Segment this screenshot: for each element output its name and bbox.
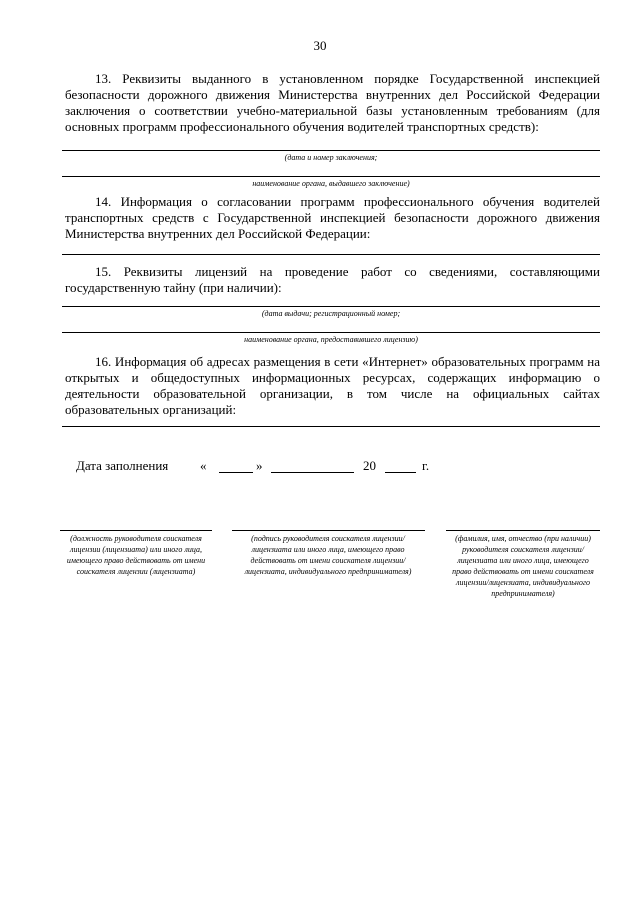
year-suffix: г. xyxy=(422,458,430,473)
day-blank[interactable] xyxy=(219,472,253,473)
position-caption: (должность руководителя соискателя лицензии (лицензиата) или иного лица, имеющего право действовать от имени соискателя лицензии (лицензиата) xyxy=(66,534,206,576)
full-name-caption: (фамилия, имя, отчество (при наличии) руководителя соискателя лицензии/лицензиата или иного лица, имеющего право действовать от имени соискателя лицензии/лицензиата, индивидуального предпринимателя) xyxy=(452,534,594,598)
issuing-authority-caption: наименование органа, выдавшего заключение) xyxy=(252,179,410,188)
signature-caption: (подпись руководителя соискателя лицензии/лицензиата или иного лица, имеющего право действовать от имени соискателя лицензии/лицензиата, индивидуального предпринимателя) xyxy=(244,534,412,576)
section-13-text: 13. Реквизиты выданного в установленном порядке Государственной инспекцией безопасности дорожного движения Министерства внутренних дел Российской Федерации заключения о соответствии учебно-материальной базы установленным требованиям (для основных программ профессионального обучения водителей транспортных средств): xyxy=(65,71,600,134)
year-blank[interactable] xyxy=(385,472,416,473)
page-number: 30 xyxy=(313,38,327,53)
approval-info-line[interactable] xyxy=(62,254,600,255)
section-16-text: 16. Информация об адресах размещения в сети «Интернет» образовательных программ на открытых и общедоступных информационных ресурсах, содержащих информацию о деятельности образовательной организации, в том числе на официальных сайтах образовательных организаций: xyxy=(65,354,600,417)
close-quote: » xyxy=(256,458,263,473)
internet-addresses-line[interactable] xyxy=(62,426,600,427)
license-date-line[interactable] xyxy=(62,306,600,307)
conclusion-date-line[interactable] xyxy=(62,150,600,151)
license-date-caption: (дата выдачи; регистрационный номер; xyxy=(261,309,401,318)
month-blank[interactable] xyxy=(271,472,354,473)
license-authority-line[interactable] xyxy=(62,332,600,333)
full-name-line[interactable] xyxy=(446,530,600,531)
license-authority-caption: наименование органа, предоставившего лицензию) xyxy=(244,335,418,344)
signature-line[interactable] xyxy=(232,530,425,531)
issuing-authority-line[interactable] xyxy=(62,176,600,177)
conclusion-date-caption: (дата и номер заключения; xyxy=(284,153,378,162)
year-prefix: 20 xyxy=(363,458,376,473)
fill-date-label: Дата заполнения xyxy=(76,458,169,473)
section-14-text: 14. Информация о согласовании программ профессионального обучения водителей транспортных средств с Государственной инспекцией безопасности дорожного движения Министерства внутренних дел Российской Федерации: xyxy=(65,194,600,241)
section-15-text: 15. Реквизиты лицензий на проведение работ со сведениями, составляющими государственную тайну (при наличии): xyxy=(65,264,600,295)
open-quote: « xyxy=(200,458,207,473)
position-line[interactable] xyxy=(60,530,212,531)
